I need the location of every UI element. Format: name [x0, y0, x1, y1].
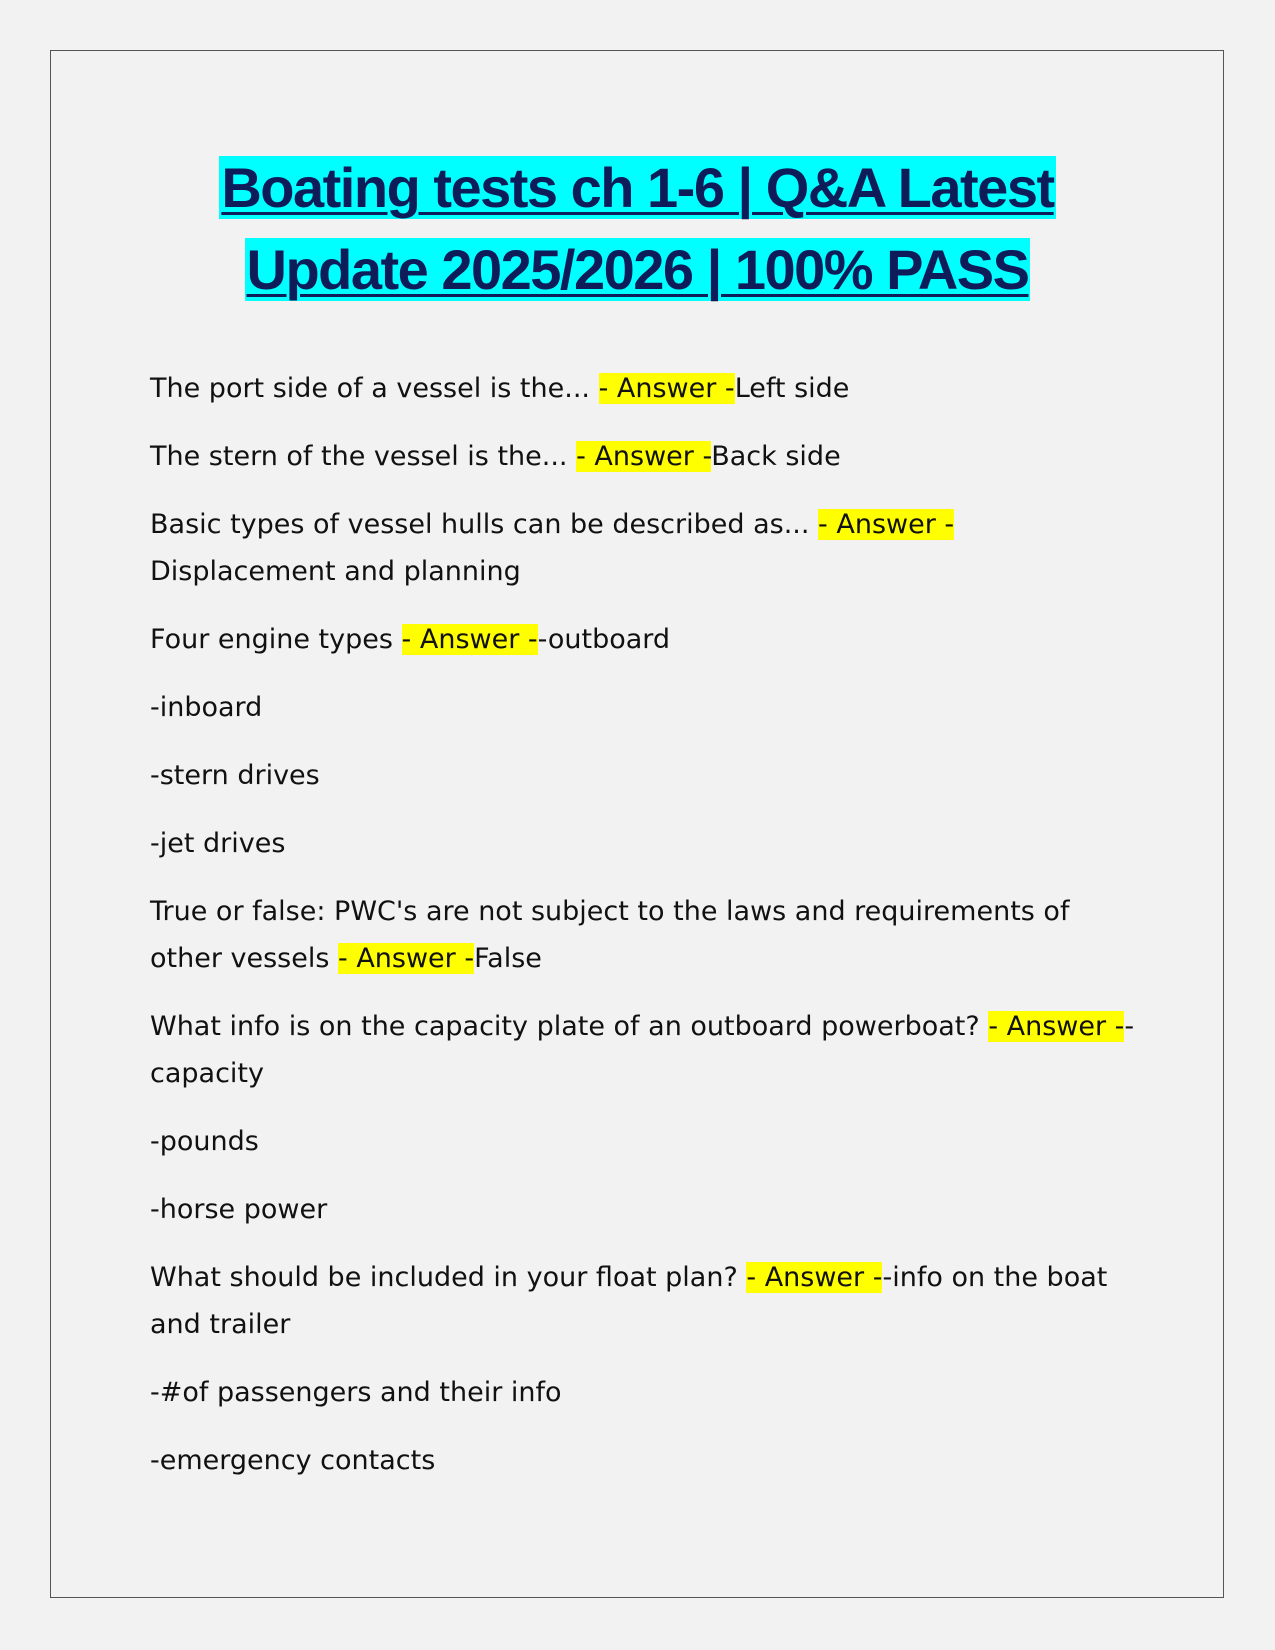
answer-text: Left side: [734, 373, 850, 404]
answer-text: False: [474, 943, 542, 974]
answer-marker: - Answer -: [598, 373, 735, 404]
document-title: [100, 147, 1175, 311]
qa-item: [150, 365, 1135, 412]
answer-marker: - Answer -: [576, 441, 712, 472]
title-line-2: Update 2025/2026 | 100% PASS: [246, 238, 1029, 301]
answer-marker: - Answer -: [746, 1262, 883, 1293]
question-text: What info is on the capacity plate of an outboard powerboat?: [150, 1011, 989, 1042]
answer-continuation: -inboard: [150, 692, 263, 723]
qa-item: [150, 616, 1135, 663]
answer-continuation: -#of passengers and their info: [150, 1377, 562, 1408]
qa-item: [150, 501, 1135, 595]
answer-text: Displacement and planning: [150, 556, 521, 587]
question-text: The stern of the vessel is the...: [150, 441, 577, 472]
answer-text: -info on the boat and trailer: [150, 1262, 1108, 1340]
answer-marker: - Answer -: [338, 943, 475, 974]
answer-marker: - Answer -: [988, 1011, 1125, 1042]
question-text: True or false: PWC's are not subject to the laws and requirements of other vessels: [150, 896, 1070, 974]
answer-continuation: -stern drives: [150, 760, 320, 791]
answer-continuation: -pounds: [150, 1126, 259, 1157]
qa-item: [150, 1254, 1135, 1348]
title-line-1: Boating tests ch 1-6 | Q&A Latest: [221, 156, 1054, 219]
question-text: What should be included in your float plan?: [150, 1262, 747, 1293]
answer-continuation: -emergency contacts: [150, 1445, 436, 1476]
answer-text: -capacity: [150, 1011, 1135, 1089]
qa-item: [150, 1003, 1135, 1097]
answer-continuation: -jet drives: [150, 828, 286, 859]
question-text: The port side of a vessel is the...: [150, 373, 599, 404]
question-text: Basic types of vessel hulls can be described as...: [150, 509, 819, 540]
qa-item: [150, 888, 1135, 982]
answer-text: Back side: [711, 441, 841, 472]
qa-item: [150, 433, 1135, 480]
answer-text: -outboard: [537, 624, 671, 655]
answer-marker: - Answer -: [818, 509, 955, 540]
qa-list: [150, 365, 1135, 1505]
answer-continuation: -horse power: [150, 1194, 328, 1225]
question-text: Four engine types: [150, 624, 402, 655]
answer-marker: - Answer -: [401, 624, 538, 655]
